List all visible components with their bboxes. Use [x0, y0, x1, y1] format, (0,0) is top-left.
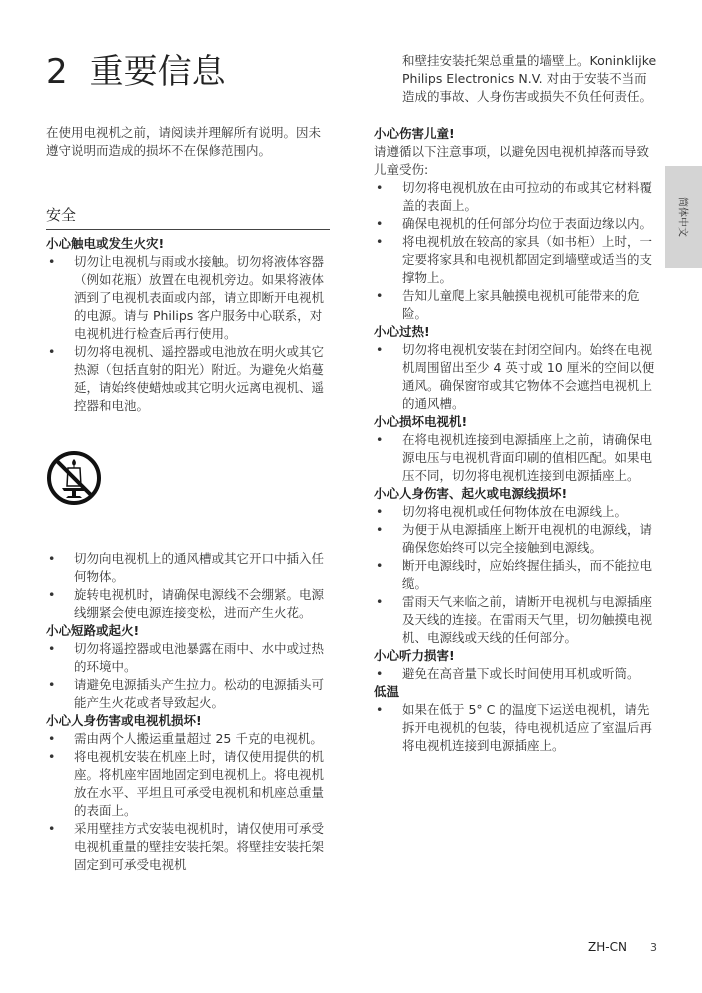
fire-short-injury-block: [46, 550, 330, 874]
list-item: • 请避免电源插头产生拉力。松动的电源插头可能产生火花或者导致起火。: [46, 676, 330, 712]
hearing-heading: 小心听力损害!: [374, 648, 455, 663]
cord-list: [374, 503, 657, 647]
cord-heading: 小心人身伤害、起火或电源线损坏!: [374, 486, 568, 501]
hearing-list: [374, 665, 657, 683]
shock-block: [46, 235, 330, 415]
list-item: • 告知儿童爬上家具触摸电视机可能带来的危险。: [374, 287, 657, 323]
footer-language: ZH-CN: [588, 940, 627, 954]
short-list: [46, 640, 330, 712]
list-item: • 旋转电视机时，请确保电源线不会绷紧。电源线绷紧会使电源连接变松，进而产生火花。: [46, 586, 330, 622]
side-tab-label: 简体中文: [676, 197, 687, 237]
list-item: • 将电视机安装在机座上时，请仅使用提供的机座。将机座牢固地固定到电视机上。将电视机放在水平、平坦且可承受电视机和机座总重量的表面上。: [46, 748, 330, 820]
list-item: • 断开电源线时，应始终握住插头，而不能拉电缆。: [374, 557, 657, 593]
children-intro: 请遵循以下注意事项，以避免因电视机掉落而导致儿童受伤:: [374, 144, 650, 177]
children-heading: 小心伤害儿童!: [374, 126, 455, 141]
list-item: • 避免在高音量下或长时间使用耳机或听筒。: [374, 665, 657, 683]
vent-list: [46, 550, 330, 622]
language-side-tab: [665, 166, 702, 268]
damage-list: [374, 431, 657, 485]
continuation-text: 和壁挂安装托架总重量的墙壁上。Koninklijke Philips Electronics N.V. 对由于安装不当而造成的事故、人身伤害或损失不负任何责任。: [402, 53, 657, 104]
continuation-paragraph: [402, 52, 659, 106]
list-item: • 确保电视机的任何部分均位于表面边缘以内。: [374, 215, 657, 233]
injury-heading: 小心人身伤害或电视机损坏!: [46, 713, 202, 728]
list-item: • 切勿将电视机、遥控器或电池放在明火或其它热源（包括直射的阳光）附近。为避免火焰蔓延，请始终使蜡烛或其它明火远离电视机、遥控器和电池。: [46, 343, 330, 415]
short-heading: 小心短路或起火!: [46, 623, 140, 638]
list-item: • 切勿将遥控器或电池暴露在雨中、水中或过热的环境中。: [46, 640, 330, 676]
list-item: • 切勿将电视机或任何物体放在电源线上。: [374, 503, 657, 521]
list-item: • 切勿向电视机上的通风槽或其它开口中插入任何物体。: [46, 550, 330, 586]
list-item: • 切勿将电视机放在由可拉动的布或其它材料覆盖的表面上。: [374, 179, 657, 215]
cold-list: [374, 701, 657, 755]
list-item: • 切勿让电视机与雨或水接触。切勿将液体容器（例如花瓶）放置在电视机旁边。如果将液体洒到了电视机表面或内部，请立即断开电视机的电源。请与 Philips 客户服务中心联系，对电视机进行检查后再行使用。: [46, 253, 330, 343]
list-item: • 切勿将电视机安装在封闭空间内。始终在电视机周围留出至少 4 英寸或 10 厘米的空间以便通风。确保窗帘或其它物体不会遮挡电视机上的通风槽。: [374, 341, 657, 413]
cold-heading: 低温: [374, 684, 400, 699]
chapter-number: 2: [46, 52, 68, 92]
no-candle-warning-icon: [46, 450, 102, 506]
overheat-list: [374, 341, 657, 413]
list-item: • 需由两个人搬运重量超过 25 千克的电视机。: [46, 730, 330, 748]
shock-heading: 小心触电或发生火灾!: [46, 236, 165, 251]
list-item: • 将电视机放在较高的家具（如书柜）上时，一定要将家具和电视机都固定到墙壁或适当的支撑物上。: [374, 233, 657, 287]
section-title-safety: 安全: [46, 204, 330, 230]
footer-page-number: 3: [650, 941, 657, 954]
list-item: • 如果在低于 5° C 的温度下运送电视机，请先拆开电视机的包装，待电视机适应了室温后再将电视机连接到电源插座上。: [374, 701, 657, 755]
shock-list: [46, 253, 330, 415]
chapter-title: 重要信息: [89, 52, 226, 92]
list-item: • 为便于从电源插座上断开电视机的电源线，请确保您始终可以完全接触到电源线。: [374, 521, 657, 557]
children-list: [374, 179, 657, 323]
list-item: • 在将电视机连接到电源插座上之前，请确保电源电压与电视机背面印刷的值相匹配。如果电压不同，切勿将电视机连接到电源插座上。: [374, 431, 657, 485]
damage-heading: 小心损坏电视机!: [374, 414, 468, 429]
list-item: • 采用壁挂方式安装电视机时，请仅使用可承受电视机重量的壁挂安装托架。将壁挂安装托架固定到可承受电视机: [46, 820, 330, 874]
page-title: [46, 44, 226, 93]
intro-paragraph: 在使用电视机之前，请阅读并理解所有说明。因未遵守说明而造成的损坏不在保修范围内。: [46, 125, 322, 158]
overheat-heading: 小心过热!: [374, 324, 430, 339]
right-sections: [374, 125, 657, 755]
injury-list: [46, 730, 330, 874]
list-item: • 雷雨天气来临之前，请断开电视机与电源插座及天线的连接。在雷雨天气里，切勿触摸电视机、电源线或天线的任何部分。: [374, 593, 657, 647]
